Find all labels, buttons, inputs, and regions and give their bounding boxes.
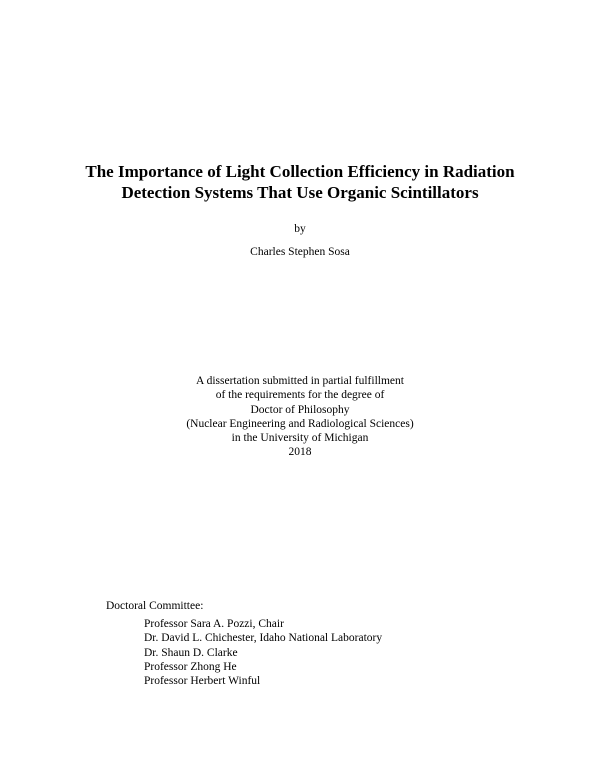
committee-member: Dr. David L. Chichester, Idaho National Laboratory — [144, 632, 383, 645]
author-name: Charles Stephen Sosa — [250, 246, 350, 258]
degree-name: Doctor of Philosophy — [250, 403, 350, 416]
title-line-1: The Importance of Light Collection Efficiency in Radiation — [85, 162, 515, 181]
title-line-2: Detection Systems That Use Organic Scintillators — [121, 183, 479, 202]
submission-line: A dissertation submitted in partial fulfillment — [196, 375, 404, 387]
committee-member: Professor Zhong He — [144, 660, 237, 673]
committee-list — [144, 617, 382, 688]
committee-heading: Doctoral Committee: — [106, 600, 204, 612]
department-name: (Nuclear Engineering and Radiological Sciences) — [186, 417, 414, 430]
submission-line: of the requirements for the degree of — [215, 389, 385, 402]
university-name: in the University of Michigan — [231, 432, 369, 445]
committee-member: Dr. Shaun D. Clarke — [144, 646, 238, 659]
submission-statement — [0, 374, 600, 460]
committee-member: Professor Herbert Winful — [144, 675, 261, 688]
submission-year: 2018 — [288, 446, 312, 459]
committee-member: Professor Sara A. Pozzi, Chair — [144, 618, 284, 630]
dissertation-title — [0, 161, 600, 203]
by-label: by — [294, 223, 306, 235]
